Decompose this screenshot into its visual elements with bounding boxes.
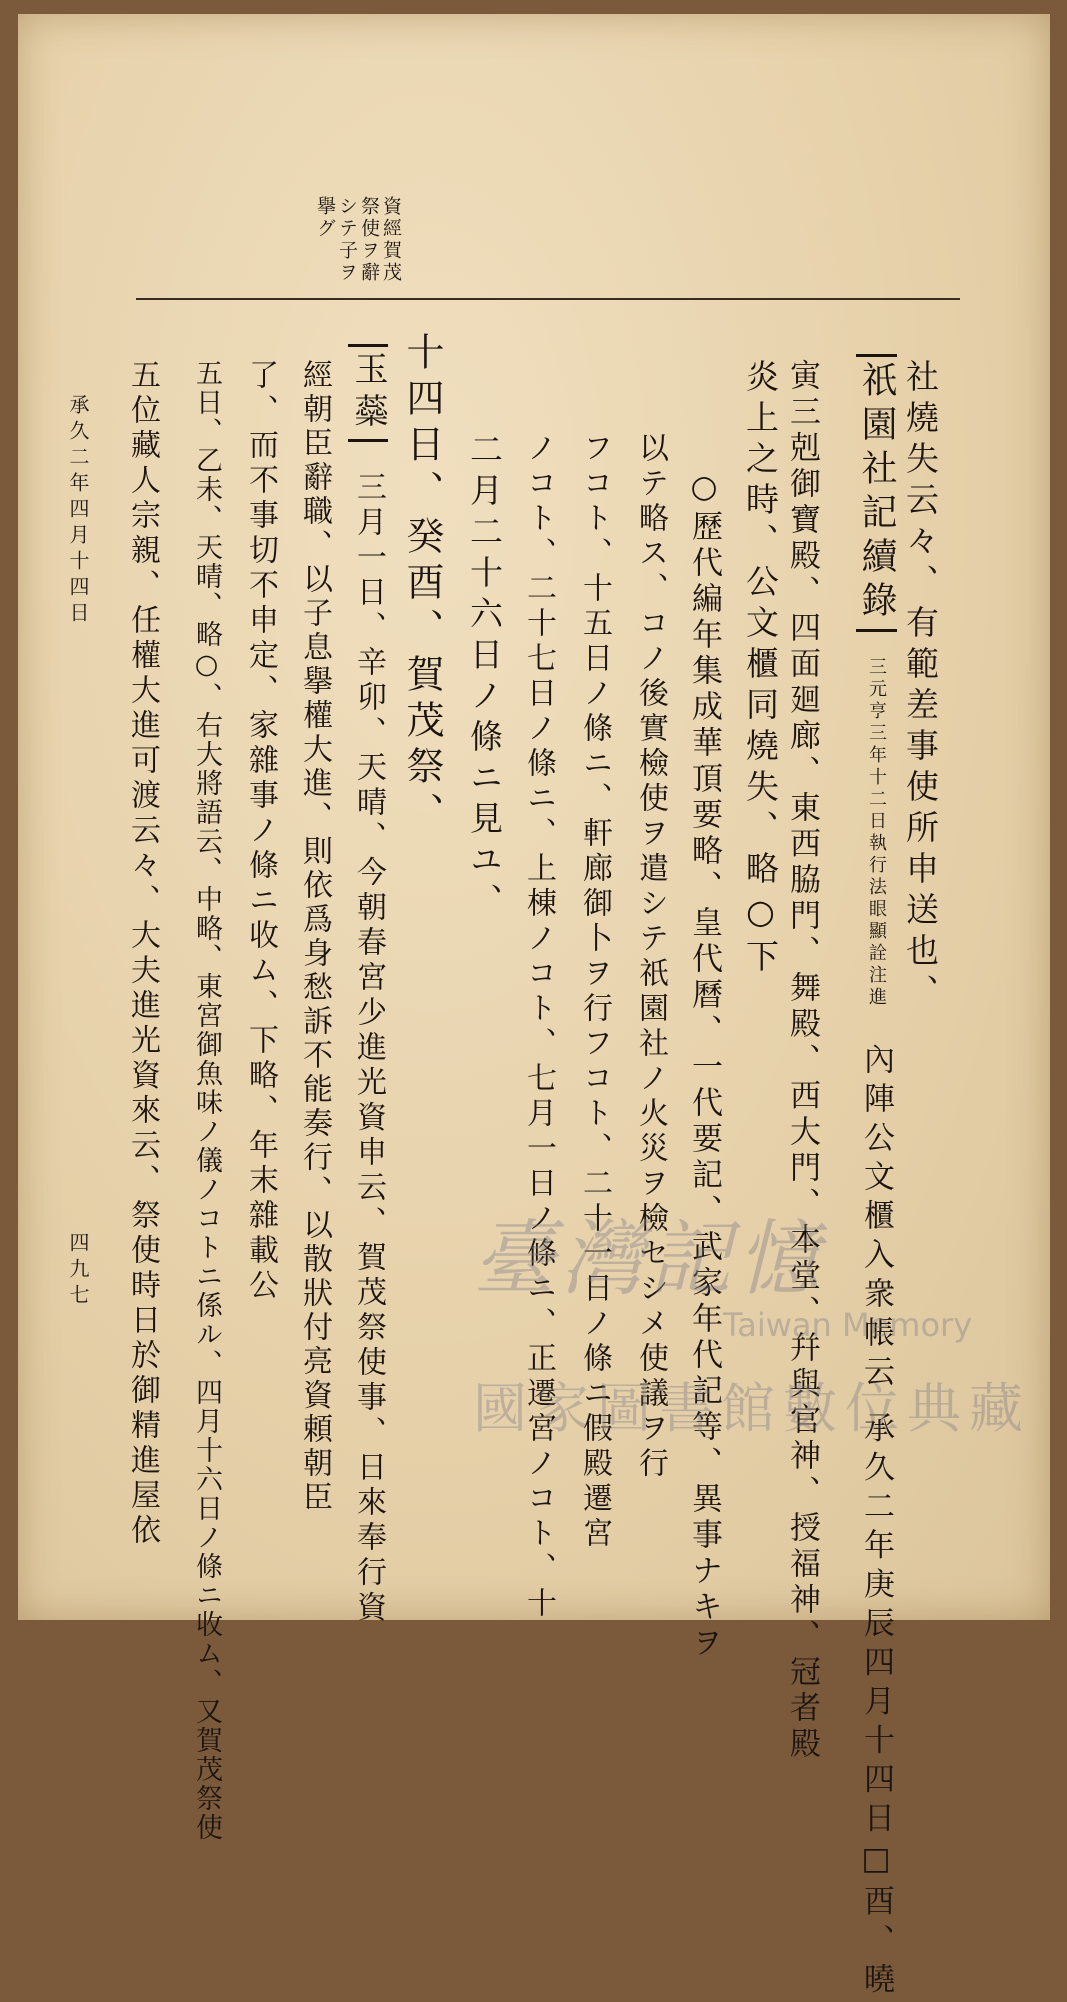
date-heading: 十四日、癸酉、賀茂祭、 <box>400 332 444 838</box>
text-column: 二月二十六日ノ條ニ見ユ、 <box>465 432 504 924</box>
text-column: 炎上之時、公文櫃同燒失、略○下 <box>741 359 780 980</box>
text-column <box>856 354 896 2002</box>
text-column: 五位藏人宗親、任權大進可渡云々、大夫進光資來云、祭使時日於御精進屋依 <box>125 359 160 1549</box>
margin-note-line: 祭使ヲ辭 <box>358 196 380 284</box>
margin-note-line: 資經賀茂 <box>380 196 402 284</box>
text-segment: 三月一日、辛卯、天晴、今朝春宮少進光資申云、賀茂祭使事、日來奉行資 <box>351 470 386 1626</box>
header-rule <box>136 298 960 300</box>
margin-note <box>314 196 402 284</box>
book-title-note: 三元亨三年十二日執行法眼顯詮注進 <box>866 656 887 1009</box>
document-page <box>18 14 1050 2002</box>
book-title: 祇園社記續錄 <box>856 354 897 632</box>
watermark-english: Taiwan Memory <box>723 1306 973 1344</box>
running-head: 承久二年四月十四日 <box>66 394 90 628</box>
library-watermark <box>473 1194 1031 1454</box>
text-column: ノコト、二十七日ノ條ニ、上棟ノコト、七月一日ノ條ニ、正遷宮ノコト、十 <box>521 432 556 1622</box>
watermark-logo-text: 臺灣記憶 <box>473 1212 825 1307</box>
text-column: フコト、十五日ノ條ニ、軒廊御卜ヲ行フコト、二十一日ノ條ニ假殿遷宮 <box>577 432 612 1552</box>
margin-note-line: シテ子ヲ <box>336 196 358 284</box>
margin-note-line: 擧グ <box>314 196 336 240</box>
text-column: 寅三剋御寶殿、四面廻廊、東西脇門、舞殿、西大門、本堂、幷與官神、授福神、冠者殿 <box>784 359 820 1763</box>
watermark-institution: 國家圖書館數位典藏 <box>473 1377 1031 1440</box>
text-column: 經朝臣辭職、以子息擧權大進、則依爲身愁訴不能奏行、以散狀付亮資頼朝臣 <box>297 359 332 1515</box>
text-column: 五日、乙未、天晴、略○、右大將語云、中略、東宮御魚味ノ儀ノコトニ係ル、四月十六日ノ條ニ收ム、又賀茂祭使 <box>191 359 222 1842</box>
text-column: 了、而不事切不申定、家雜事ノ條ニ收ム、下略、年末雜載公 <box>243 359 278 1304</box>
text-column: ○歷代編年集成華頂要略、皇代曆、一代要記、武家年代記等、異事ナキヲ <box>686 469 722 1662</box>
source-title: 玉蘂 <box>348 344 388 442</box>
text-column <box>348 344 388 1626</box>
text-column: 以テ略ス、コノ後實檢使ヲ遣シテ祇園社ノ火災ヲ檢セシメ使議ヲ行 <box>633 432 668 1482</box>
text-segment: 內陣公文櫃入衆帳云 承久二年庚辰四月十四日□酉、曉 <box>858 1043 894 2002</box>
page-number: 四九七 <box>66 1232 90 1310</box>
text-column: 社燒失云々、有範差事使所申送也、 <box>901 359 940 1015</box>
